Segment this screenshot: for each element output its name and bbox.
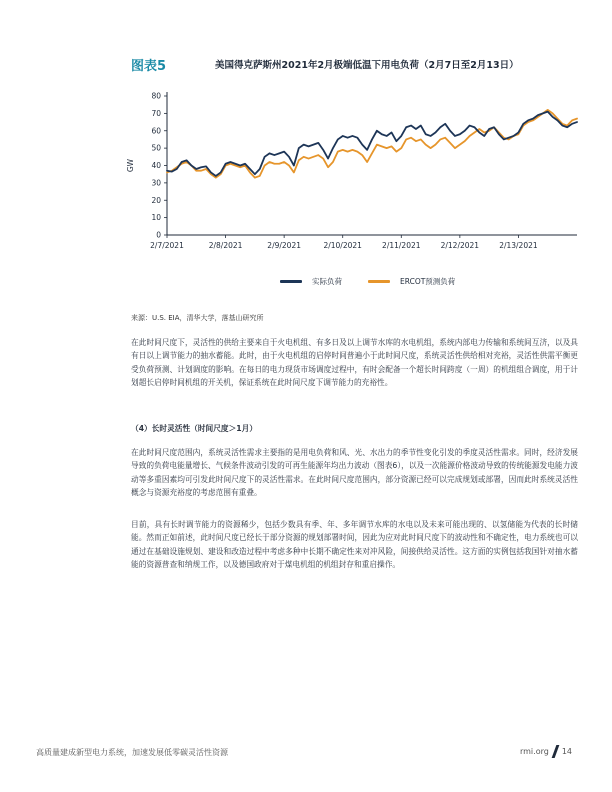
- x-tick-label: 2/12/2021: [440, 241, 480, 250]
- legend-swatch-actual: [280, 280, 302, 283]
- y-tick-label: 20: [151, 195, 161, 205]
- slash-divider-icon: [551, 745, 559, 758]
- series-line-forecast: [167, 110, 577, 178]
- legend-label-forecast: ERCOT预测负荷: [400, 277, 456, 286]
- chart-legend: [280, 276, 455, 287]
- x-tick-label: 2/10/2021: [323, 241, 362, 250]
- y-tick-label: 30: [151, 178, 161, 188]
- subheading-long-term-flexibility: （4）长时灵活性（时间尺度＞1月）: [131, 424, 258, 433]
- y-tick-label: 60: [151, 126, 161, 136]
- y-tick-label: 10: [151, 213, 161, 223]
- figure-label: 图表5: [131, 59, 167, 74]
- y-axis-title: GW: [126, 158, 135, 173]
- x-tick-label: 2/11/2021: [382, 241, 421, 250]
- source-note: 来源：U.S. EIA，清华大学，落基山研究所: [131, 314, 264, 322]
- page-number: 14: [561, 747, 572, 756]
- footer-site: rmi.org: [519, 747, 549, 756]
- figure-title: 美国得克萨斯州2021年2月极端低温下用电负荷（2月7日至2月13日）: [215, 60, 519, 71]
- x-tick-label: 2/8/2021: [208, 241, 243, 250]
- paragraph-2: 在此时间尺度范围内，系统灵活性需求主要指的是用电负荷和风、光、水出力的季节性变化引发的季度灵活性需求。同时，经济发展导致的负荷电能量增长、气候条件波动引发的可再生能源年均出力波动（图表6），以及一次能源价格波动导致的传统能源发电能力波动等多重因素均可引发此时间尺度下的灵活性需求。在此时间尺度范围内，部分资源已经可以完成规划或部署，因而此时系统灵活性概念与资源充裕度的考虑范围有重叠。: [131, 448, 578, 498]
- y-tick-label: 40: [151, 161, 161, 170]
- y-tick-label: 70: [151, 108, 161, 118]
- legend-label-actual: 实际负荷: [312, 277, 342, 286]
- load-line-chart: [112, 82, 584, 262]
- x-tick-label: 2/13/2021: [499, 241, 538, 250]
- x-tick-label: 2/9/2021: [267, 241, 301, 250]
- y-tick-label: 0: [156, 230, 161, 240]
- x-tick-label: 2/7/2021: [150, 241, 184, 250]
- legend-item-forecast: [368, 276, 455, 287]
- series-line-actual: [167, 112, 577, 176]
- legend-swatch-forecast: [368, 280, 390, 283]
- paragraph-1: 在此时间尺度下，灵活性的供给主要来自于火电机组、有多日及以上调节水库的水电机组，系统内部电力传输和系统间互济，以及具有日以上调节能力的抽水蓄能。此时，由于火电机组的启停时间普遍小于此时间尺度，系统灵活性供给相对充裕，灵活性供需平衡更受负荷预测、计划调度的影响。在每日的电力现货市场调度过程中，有时会配备一个超长时间跨度（一周）的机组组合调度，用于计划超长启停时间机组的开关机，保证系统在此时间尺度下调节能力的充裕性。: [131, 338, 578, 388]
- footer-title: 高质量建成新型电力系统，加速发展低零碳灵活性资源: [36, 748, 228, 757]
- legend-item-actual: [280, 276, 342, 287]
- y-tick-label: 50: [151, 143, 161, 153]
- footer-page-info: [520, 745, 572, 758]
- y-tick-label: 80: [151, 91, 161, 101]
- paragraph-3: 目前，具有长时调节能力的资源稀少，包括少数具有季、年、多年调节水库的水电以及未来可能出现的、以氢储能为代表的长时储能。然而正如前述，此时间尺度已经长于部分资源的规划部署时间，因此为应对此时间尺度下的波动性和不确定性，电力系统也可以通过在基础设施规划、建设和改造过程中考虑多种中长期不确定性来对冲风险，间接供给灵活性。这方面的实例包括我国针对抽水蓄能的资源普查和纳规工作，以及德国政府对于煤电机组的机组封存和重启操作。: [131, 520, 578, 570]
